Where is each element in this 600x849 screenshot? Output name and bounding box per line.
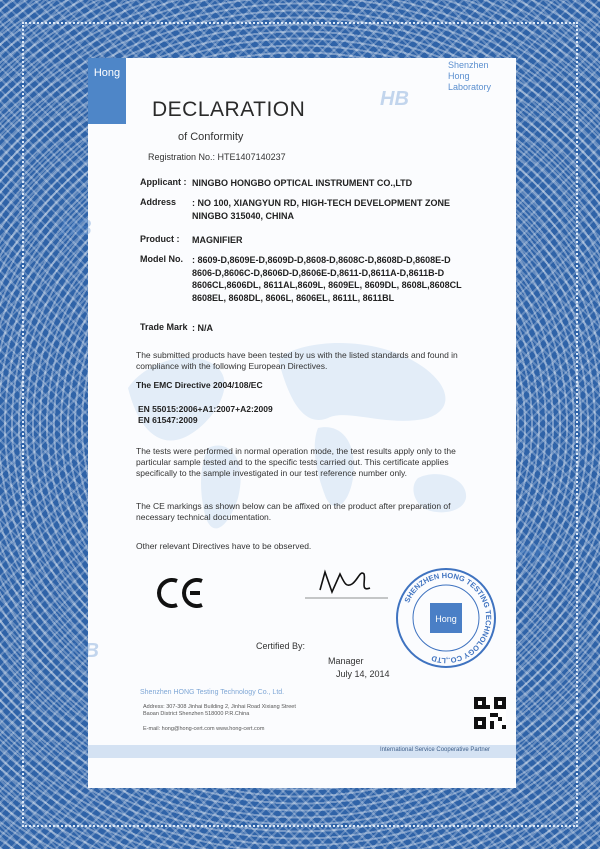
hb-watermark: HB: [70, 640, 99, 662]
hb-watermark: HB: [60, 215, 92, 240]
signatory-title: Manager: [328, 656, 364, 666]
paragraph-other: Other relevant Directives have to be observed.: [136, 541, 312, 551]
company-seal: [394, 566, 498, 670]
brand-logo-text: Hong: [93, 67, 121, 79]
document-title: DECLARATION: [152, 98, 306, 121]
paragraph-ce: The CE markings as shown below can be affixed on the product after preparation of necessary technical documentation.: [136, 501, 451, 522]
paragraph-submitted: The submitted products have been tested by us with the listed standards and found in compliance with the following European Directives.: [136, 350, 458, 371]
address-value: [192, 197, 450, 222]
brand-logo-tab: [88, 58, 126, 124]
model-line: 8606-D,8606C-D,8606D-D,8606E-D,8611-D,8611A-D,8611B-D: [192, 267, 445, 278]
certified-by: Certified By:: [256, 641, 306, 651]
footer-address: Address: 307-308 Jinhai Building 2, Jinhai Road Xixiang Street Baoan District Shenzhen 518000 P.R.China: [143, 704, 296, 717]
document-subtitle: of Conformity: [178, 131, 244, 143]
lab-name: Hong: [448, 71, 470, 81]
paragraph-tests: The tests were performed in normal operation mode, the test results apply only to the particular sample tested and to the specific tests carried out. This certificate applies specifically to the sample investigated in our test reference number only.: [136, 446, 456, 478]
address-line-2: NINGBO 315040, CHINA: [192, 210, 295, 221]
product-label: Product :: [140, 234, 180, 244]
trademark-label: Trade Mark: [140, 322, 188, 332]
standard-item: EN 55015:2006+A1:2007+A2:2009: [138, 404, 273, 414]
model-line: 8608EL, 8608DL, 8606L, 8606EL, 8611L, 8611BL: [192, 292, 395, 303]
signatory-block: [328, 655, 390, 681]
lab-laboratory: Laboratory: [448, 82, 492, 92]
svg-text:Hong: Hong: [435, 614, 457, 624]
signature-date: July 14, 2014: [336, 669, 390, 679]
applicant-label: Applicant :: [140, 177, 187, 187]
emc-directive: The EMC Directive 2004/108/EC: [136, 380, 263, 390]
model-label: Model No.: [140, 254, 183, 264]
applicant-value: NINGBO HONGBO OPTICAL INSTRUMENT CO.,LTD: [192, 178, 413, 188]
signature-icon: [300, 562, 390, 602]
standards-list: [138, 404, 273, 426]
address-label: Address: [140, 197, 177, 207]
standard-item: EN 61547:2009: [138, 415, 198, 425]
model-line: : 8609-D,8609E-D,8609D-D,8608-D,8608C-D,8608D-D,8608E-D: [192, 255, 451, 265]
lab-logo: [448, 60, 491, 93]
model-line: 8606CL,8606DL, 8611AL,8609L, 8609EL, 8609DL, 8608L,8608CL: [192, 280, 462, 290]
product-value: MAGNIFIER: [192, 235, 243, 245]
hb-watermark: HB: [380, 88, 409, 110]
ce-mark-icon: [156, 575, 208, 611]
svg-text:SHENZHEN HONG TESTING TECHNOLO: SHENZHEN HONG TESTING TECHNOLOGY CO.,LTD: [402, 570, 494, 666]
registration-number: Registration No.: HTE1407140237: [148, 152, 286, 162]
qr-code-icon: [474, 697, 506, 729]
footer-partner: International Service Cooperative Partner: [380, 747, 491, 753]
model-value: [192, 254, 462, 304]
hb-watermark: HB: [518, 540, 550, 565]
trademark-value: : N/A: [192, 323, 213, 333]
footer-contact: E-mail: hong@hong-cert.com www.hong-cert.com: [143, 726, 265, 732]
address-line-1: : NO 100, XIANGYUN RD, HIGH-TECH DEVELOPMENT ZONE: [192, 198, 451, 208]
lab-city: Shenzhen: [448, 60, 489, 70]
footer-company: Shenzhen HONG Testing Technology Co., Ltd.: [140, 689, 285, 696]
